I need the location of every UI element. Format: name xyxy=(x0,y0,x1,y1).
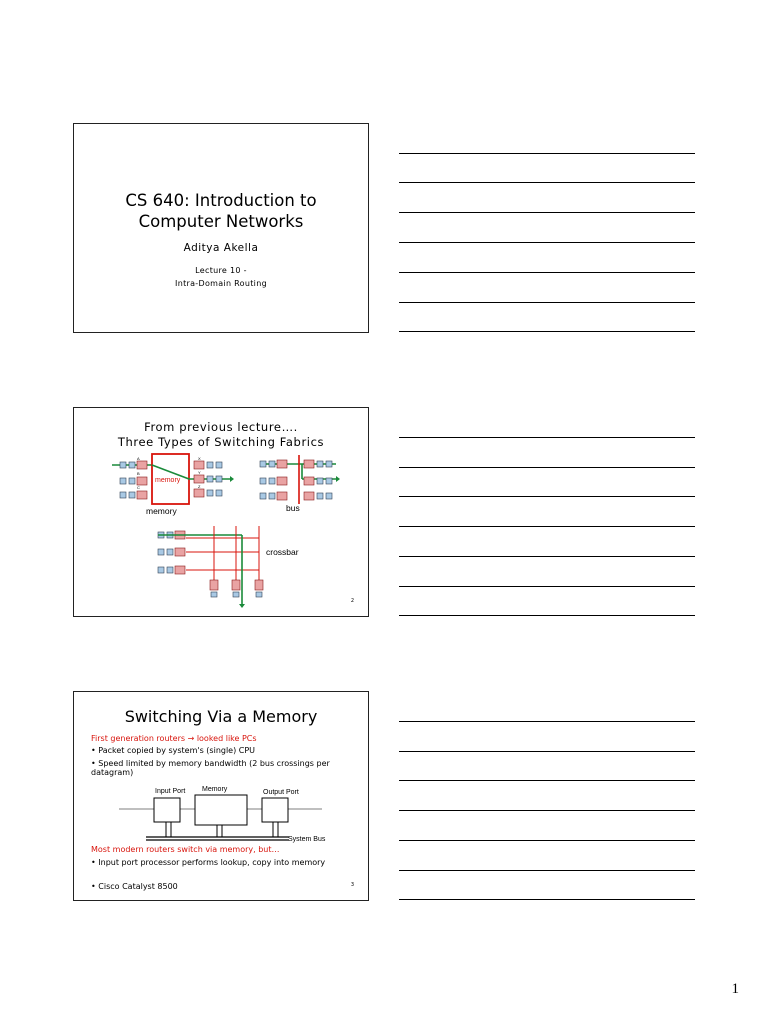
memory-box xyxy=(195,795,247,825)
port-a-label: A xyxy=(137,456,140,461)
switching-fabrics-diagram xyxy=(74,408,368,616)
port-c-label: C xyxy=(137,485,140,490)
port-z-label: Z xyxy=(198,484,201,489)
bullet-2: • Speed limited by memory bandwidth (2 bus crossings per datagram) xyxy=(91,759,330,777)
memory-label: Memory xyxy=(202,786,228,793)
slide-2 xyxy=(73,407,369,617)
slide-1 xyxy=(73,123,369,333)
lecture-info xyxy=(74,264,368,290)
bullet-3: • Input port processor performs lookup, copy into memory xyxy=(91,858,326,867)
system-bus-label: System Bus xyxy=(288,836,326,843)
crossbar-fabric xyxy=(158,526,299,608)
slide-2-page: 2 xyxy=(350,598,354,604)
memory-fabric xyxy=(112,454,234,516)
crossbar-caption: crossbar xyxy=(266,547,299,557)
author: Aditya Akella xyxy=(183,242,259,254)
memory-caption: memory xyxy=(146,506,177,516)
title-line-1: From previous lecture…. xyxy=(144,420,298,434)
bullet-1: • Packet copied by system's (single) CPU xyxy=(91,746,256,755)
bullet-4: • Cisco Catalyst 8500 xyxy=(91,882,178,891)
output-port-box xyxy=(262,798,288,822)
lecture-number: Lecture 10 - xyxy=(195,266,247,275)
bus-caption: bus xyxy=(286,503,300,513)
slide-3-title: Switching Via a Memory xyxy=(124,707,318,726)
title-line-1: CS 640: Introduction to xyxy=(125,191,317,210)
red-line-2: Most modern routers switch via memory, but… xyxy=(91,845,280,854)
port-b-label: B xyxy=(137,471,140,476)
input-port-label: Input Port xyxy=(155,788,186,795)
input-port-box xyxy=(154,798,180,822)
slide-3 xyxy=(73,691,369,901)
title-line-2: Computer Networks xyxy=(138,212,304,231)
lecture-topic: Intra-Domain Routing xyxy=(175,279,267,288)
title-line-2: Three Types of Switching Fabrics xyxy=(117,435,325,449)
port-x-label: X xyxy=(198,456,201,461)
port-y-label: Y xyxy=(198,470,201,475)
slide-3-page: 3 xyxy=(350,882,354,888)
memory-box-label: memory xyxy=(155,477,181,484)
page-number: 1 xyxy=(731,981,739,997)
slide-1-title xyxy=(74,190,368,232)
memory-switching-diagram xyxy=(74,780,368,850)
output-port-label: Output Port xyxy=(263,789,299,796)
red-line-1: First generation routers → looked like PCs xyxy=(91,734,257,743)
bus-fabric xyxy=(260,455,340,513)
